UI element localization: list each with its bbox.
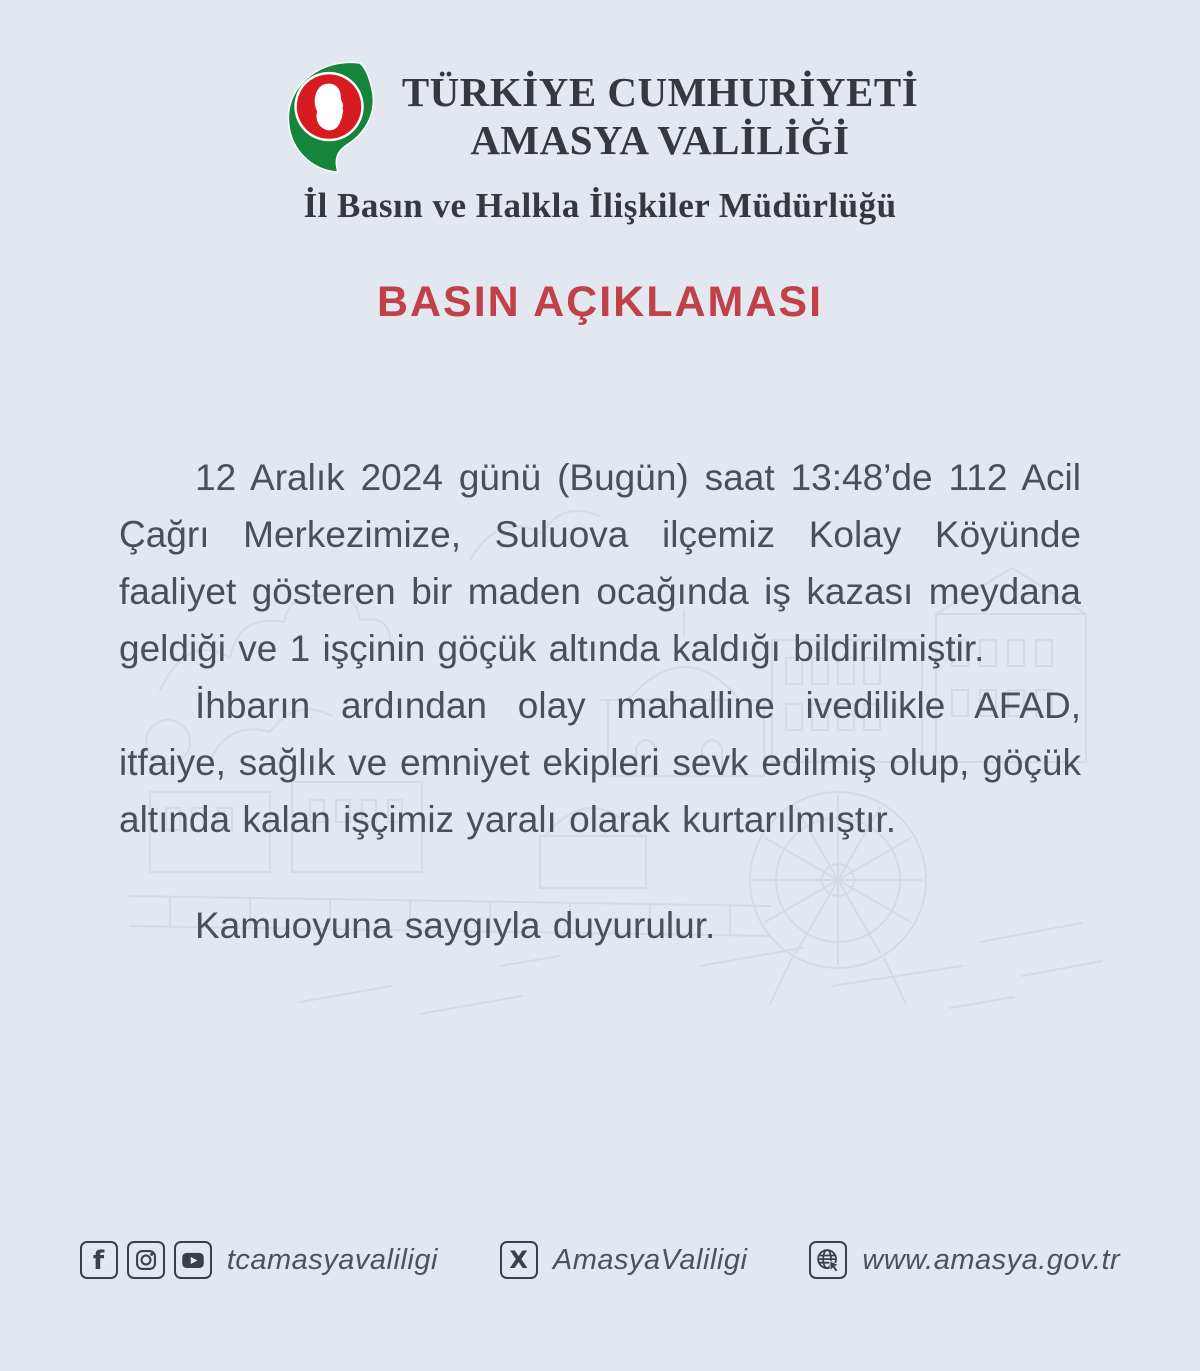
instagram-icon bbox=[127, 1241, 165, 1279]
amasya-valiligi-logo bbox=[282, 60, 382, 174]
paragraph-1: 12 Aralık 2024 günü (Bugün) saat 13:48’de 112 Acil Çağrı Merkezimize, Suluova ilçemiz Kolay Köyünde faaliyet gösteren bir maden ocağında iş kazası meydana geldiği ve 1 işçinin göçük altında kaldığı bildirilmiştir. bbox=[119, 457, 1081, 669]
website-group bbox=[809, 1241, 1120, 1279]
heading-divider bbox=[365, 341, 835, 349]
x-icon: X bbox=[500, 1241, 538, 1279]
social-handle: tcamasyavaliligi bbox=[226, 1243, 438, 1276]
closing-paragraph: Kamuoyuna saygıyla duyurulur. bbox=[195, 905, 716, 946]
facebook-icon: f bbox=[80, 1241, 118, 1279]
paragraph-2: İhbarın ardından olay mahalline ivedilikle AFAD, itfaiye, sağlık ve emniyet ekipleri sevk edilmiş olup, göçük altında kalan işçimiz yaralı olarak kurtarılmıştır. bbox=[119, 685, 1081, 840]
header bbox=[0, 60, 1200, 174]
globe-icon bbox=[809, 1241, 847, 1279]
social-media-group bbox=[80, 1241, 438, 1279]
x-handle: AmasyaValiligi bbox=[552, 1243, 748, 1276]
website-url: www.amasya.gov.tr bbox=[862, 1243, 1121, 1276]
press-release-body bbox=[119, 449, 1081, 954]
press-release-heading: BASIN AÇIKLAMASI bbox=[376, 278, 824, 326]
header-titles bbox=[402, 69, 918, 165]
youtube-icon bbox=[174, 1241, 212, 1279]
x-group bbox=[500, 1241, 748, 1279]
title-amasya-valiligi: AMASYA VALİLİĞİ bbox=[470, 117, 850, 163]
subtitle-press-directorate: İl Basın ve Halkla İlişkiler Müdürlüğü bbox=[303, 186, 897, 225]
footer-social-bar bbox=[0, 1241, 1200, 1279]
title-turkiye-cumhuriyeti: TÜRKİYE CUMHURİYETİ bbox=[401, 69, 919, 116]
social-icons bbox=[80, 1241, 212, 1279]
